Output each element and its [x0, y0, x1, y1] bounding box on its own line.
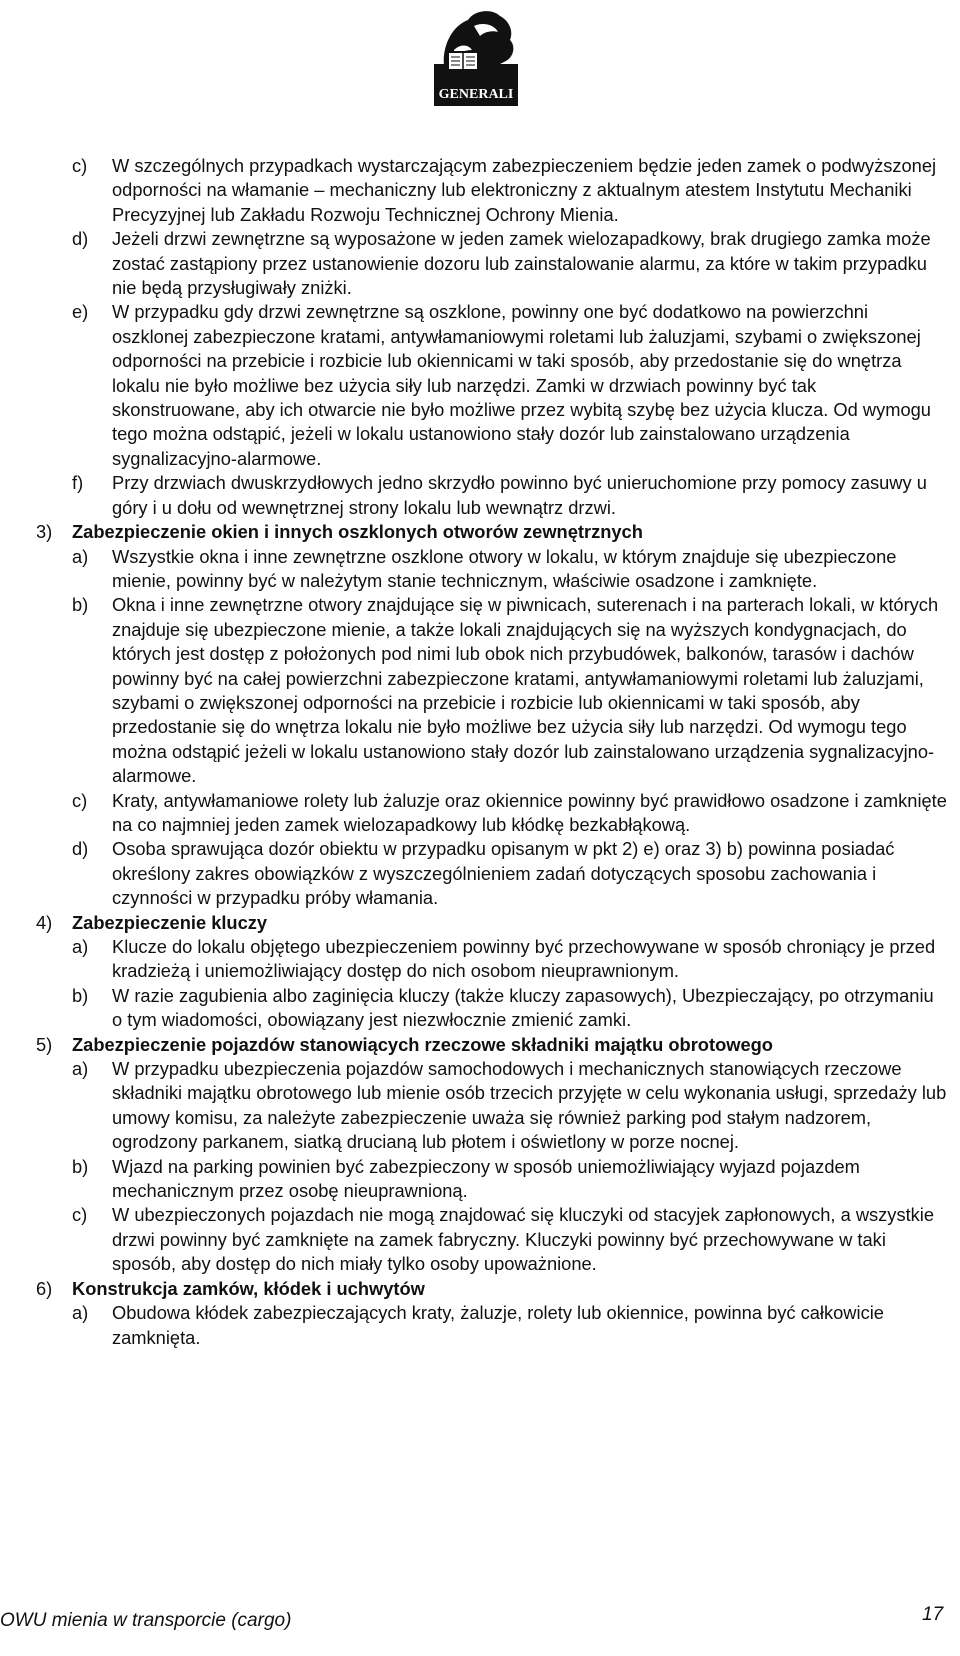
section-heading: [0, 1033, 960, 1057]
generali-logo: [434, 6, 518, 106]
item-label: a): [72, 1302, 89, 1324]
list-item: [0, 984, 960, 1033]
item-text: Klucze do lokalu objętego ubezpieczeniem powinny być przechowywane w sposób chroniący je przed kradzieżą i uniemożliwiający dostęp do nich osobom nieuprawnionym.: [112, 936, 936, 982]
list-item: [0, 935, 960, 984]
item-text: W razie zagubienia albo zaginięcia kluczy (także kluczy zapasowych), Ubezpieczający, po otrzymaniu o tym wiadomości, obowiązany jest niezwłocznie zmienić zamki.: [112, 984, 934, 1031]
logo-text: GENERALI: [438, 87, 514, 102]
item-label: b): [72, 1155, 89, 1177]
list-item: [0, 1203, 960, 1276]
item-text: Obudowa kłódek zabezpieczających kraty, żaluzje, rolety lub okiennice, powinna być całkowicie zamknięta.: [112, 1302, 884, 1348]
section-heading: [0, 520, 960, 544]
section-title: Zabezpieczenie okien i innych oszklonych otworów zewnętrznych: [72, 521, 643, 543]
item-label: a): [72, 936, 89, 957]
section-title: Konstrukcja zamków, kłódek i uchwytów: [72, 1277, 425, 1299]
list-item: [0, 154, 960, 227]
item-label: c): [72, 789, 88, 811]
item-text: Jeżeli drzwi zewnętrzne są wyposażone w jeden zamek wielozapadkowy, brak drugiego zamka może zostać zastąpiony przez ustanowienie dozoru lub zainstalowanie alarmu, za które w takim przypadku nie będą przysługiwały zniżki.: [112, 228, 931, 299]
list-item: [0, 837, 960, 910]
item-label: 3): [36, 521, 53, 543]
page-number: 17: [922, 1604, 944, 1625]
list-item: [0, 471, 960, 520]
item-label: 6): [36, 1277, 53, 1299]
item-label: b): [72, 594, 89, 616]
item-label: d): [72, 838, 89, 860]
item-label: a): [72, 1058, 89, 1080]
item-text: Przy drzwiach dwuskrzydłowych jedno skrzydło powinno być unieruchomione przy pomocy zasuwy u góry i u dołu od wewnętrznej strony lokalu lub wewnątrz drzwi.: [112, 472, 927, 518]
item-label: f): [72, 472, 84, 494]
list-item: [0, 300, 960, 471]
item-text: Wszystkie okna i inne zewnętrzne oszklone otwory w lokalu, w którym znajduje się ubezpieczone mienie, powinny być w należytym stanie technicznym, właściwie osadzone i zamknięte.: [112, 545, 897, 591]
item-text: Okna i inne zewnętrzne otwory znajdujące się w piwnicach, suterenach i na parterach lokali, w których znajduje się ubezpieczone mienie, a także lokali znajdujących się na wyższych kondygnacjach, do których jest dostęp z położonych pod nimi lub obok nich przybudówek, balkonów, tarasów i dachów powinny być na całej powierzchni zabezpieczone kratami, antywłamaniowymi roletami lub żaluzjami, szybami o zwiększonej odporności na przebicie i rozbicie lub okiennicami w taki sposób, aby przedostanie się do wnętrza lokalu nie było możliwe bez użycia siły lub narzędzi. Od wymogu tego można odstąpić jeżeli w lokalu ustanowiono stały dozór lub zainstalowano urządzenia sygnalizacyjno-alarmowe.: [112, 594, 939, 787]
item-text: W szczególnych przypadkach wystarczającym zabezpieczeniem będzie jeden zamek o podwyższonej odporności na włamanie – mechaniczny lub elektroniczny z aktualnym atestem Instytutu Mechaniki Precyzyjnej lub Zakładu Rozwoju Technicznej Ochrony Mienia.: [112, 155, 937, 225]
list-item: [0, 1301, 960, 1350]
section-heading: [0, 911, 960, 935]
item-label: c): [72, 155, 88, 176]
list-item: [0, 593, 960, 788]
lion-icon: [434, 6, 518, 106]
item-label: c): [72, 1204, 88, 1226]
section-heading: [0, 1277, 960, 1301]
item-text: Kraty, antywłamaniowe rolety lub żaluzje oraz okiennice powinny być prawidłowo osadzone i zamknięte na co najmniej jeden zamek wielozapadkowy lub kłódkę bezkabłąkową.: [112, 789, 947, 835]
list-item: [0, 545, 960, 594]
document-body: [0, 154, 960, 1350]
item-text: Wjazd na parking powinien być zabezpieczony w sposób uniemożliwiający wyjazd pojazdem mechanicznym przez osobę nieuprawnioną.: [112, 1155, 860, 1202]
item-label: e): [72, 301, 89, 323]
item-text: W ubezpieczonych pojazdach nie mogą znajdować się kluczyki od stacyjek zapłonowych, a wszystkie drzwi powinny być zamknięte na zamek fabryczny. Kluczyki powinny być przechowywane w taki sposób, aby dostęp do nich miały tylko osoby upoważnione.: [112, 1204, 935, 1275]
item-text: W przypadku ubezpieczenia pojazdów samochodowych i mechanicznych stanowiących rzeczowe składniki majątku obrotowego lub mienie osób trzecich przyjęte w celu wykonania usługi, sprzedaży lub umowy komisu, za należyte zabezpieczenie uważa się również parking pod stałym nadzorem, ogrodzony parkanem, siatką drucianą lub płotem i oświetlony w porze nocnej.: [112, 1058, 947, 1153]
item-text: Osoba sprawująca dozór obiektu w przypadku opisanym w pkt 2) e) oraz 3) b) powinna posiadać określony zakres obowiązków z wyszczególnieniem zadań dotyczących sposobu zachowania i czynności w przypadku próby włamania.: [112, 838, 895, 909]
footer-title: OWU mienia w transporcie (cargo): [0, 1610, 292, 1631]
list-item: [0, 789, 960, 838]
list-item: [0, 227, 960, 300]
item-label: d): [72, 228, 89, 250]
item-label: 4): [36, 911, 53, 933]
item-label: a): [72, 545, 89, 567]
item-label: b): [72, 984, 89, 1006]
list-item: [0, 1155, 960, 1204]
item-label: 5): [36, 1033, 53, 1055]
item-text: W przypadku gdy drzwi zewnętrzne są oszklone, powinny one być dodatkowo na powierzchni oszklonej zabezpieczone kratami, antywłamaniowymi roletami lub żaluzjami, szybami o zwiększonej odporności na przebicie i rozbicie lub okiennicami w taki sposób, aby przedostanie się do wnętrza lokalu nie było możliwe bez użycia siły lub narzędzi. Zamki w drzwiach powinny być tak skonstruowane, aby ich otwarcie nie było możliwe przez wybitą szybę bez użycia klucza. Od wymogu tego można odstąpić, jeżeli w lokalu ustanowiono stały dozór lub zainstalowano urządzenia sygnalizacyjno-alarmowe.: [112, 301, 931, 469]
list-item: [0, 1057, 960, 1155]
section-title: Zabezpieczenie pojazdów stanowiących rzeczowe składniki majątku obrotowego: [72, 1033, 773, 1055]
section-title: Zabezpieczenie kluczy: [72, 911, 268, 933]
